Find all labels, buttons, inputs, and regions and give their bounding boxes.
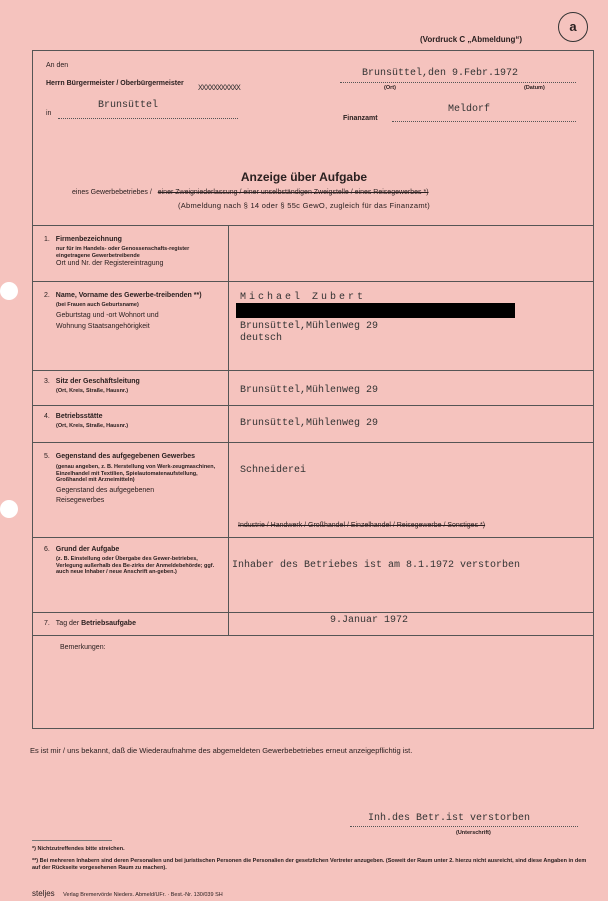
ort-label: (Ort) [384, 85, 396, 91]
form-title: Anzeige über Aufgabe [240, 170, 368, 184]
title-line2 [72, 189, 429, 196]
row-6-number: 6. [44, 546, 50, 553]
finanzamt-line [392, 121, 576, 122]
row-divider [32, 370, 593, 371]
row-2-title: Name, Vorname des Gewerbe-treibenden **) [55, 292, 202, 299]
table-column-divider [228, 225, 229, 635]
in-label: in [46, 110, 52, 117]
row-3-label [44, 378, 224, 395]
row-3-note: (Ort, Kreis, Straße, Hausnr.) [56, 388, 129, 394]
punch-hole [0, 282, 18, 300]
row-5-category-line: Industrie / Handwerk / Großhandel / Einzelhandel / Reisegewerbe / Sonstiges *) [238, 522, 486, 529]
row-5-value: Schneiderei [240, 465, 307, 476]
row-7-label [44, 620, 136, 628]
row-2-nationality-value: deutsch [240, 333, 283, 344]
place-date-line [340, 82, 576, 83]
row-2-number: 2. [44, 292, 50, 299]
signature-label: (Unterschrift) [456, 830, 491, 836]
row-1-subtitle: Ort und Nr. der Registereintragung [56, 260, 164, 267]
row-1-number: 1. [44, 236, 50, 243]
finanzamt-value: Meldorf [448, 104, 491, 115]
row-2-label [44, 292, 224, 332]
signature-value: Inh.des Betr.ist verstorben [368, 813, 531, 824]
punch-hole [0, 500, 18, 518]
statement-text: Es ist mir / uns bekannt, daß die Wiederaufnahme des abgemeldeten Gewerbebetriebes erneut anzeigepflichtig ist. [30, 746, 413, 755]
form-letter-badge: a [558, 12, 588, 42]
title-line2-prefix: eines Gewerbebetriebes / [72, 189, 152, 196]
addressee-label: Herrn Bürgermeister / Oberbürgermeister [46, 80, 184, 87]
row-1-note: nur für im Handels- oder Genossenschafts-register eingetragene Gewerbetreibende [56, 246, 190, 259]
row-7-prefix: Tag der [55, 620, 80, 627]
printer-details: Verlag Bremervörde Nieders. Abmeld/UFr. · Best.-Nr. 130/039 SH [63, 892, 223, 898]
an-den-label: An den [46, 62, 69, 69]
row-7-title: Betriebsaufgabe [81, 620, 136, 627]
row-divider [32, 635, 593, 636]
place-date-value: Brunsüttel,den 9.Febr.1972 [362, 68, 519, 79]
row-5-label [44, 453, 224, 506]
bemerkungen-label: Bemerkungen: [60, 644, 106, 651]
footnote-rule [32, 840, 112, 841]
row-4-number: 4. [44, 413, 50, 420]
form-variant-label: (Vordruck C „Abmeldung“) [420, 35, 523, 44]
row-3-title: Sitz der Geschäftsleitung [55, 378, 140, 385]
row-6-note: (z. B. Einstellung oder Übergabe des Gewer-betriebes, Verlegung außerhalb des Be-zirks der Anmeldebehörde; ggf. auch neue Inhaber / neue Anschrift an-geben.) [56, 556, 215, 575]
title-line3: (Abmeldung nach § 14 oder § 55c GewO, zugleich für das Finanzamt) [177, 201, 431, 210]
printer-imprint [32, 883, 223, 901]
row-3-number: 3. [44, 378, 50, 385]
row-3-value: Brunsüttel,Mühlenweg 29 [240, 385, 379, 396]
row-6-value: Inhaber des Betriebes ist am 8.1.1972 verstorben [232, 560, 521, 571]
row-4-title: Betriebsstätte [55, 413, 103, 420]
row-5-subtitle: Gegenstand des aufgegebenen Reisegewerbes [56, 486, 155, 504]
finanzamt-label: Finanzamt [343, 115, 378, 122]
footnote-1: *) Nichtzutreffendes bitte streichen. [32, 846, 125, 852]
title-line2-struck: einer Zweigniederlassung / einer unselbständigen Zweigstelle / eines Reisegewerbes *) [157, 189, 429, 196]
row-1-label [44, 236, 224, 268]
redaction-bar [236, 303, 515, 318]
row-2-address-value: Brunsüttel,Mühlenweg 29 [240, 321, 379, 332]
row-4-value: Brunsüttel,Mühlenweg 29 [240, 418, 379, 429]
row-5-note: (genau angeben, z. B. Herstellung von Werk-zeugmaschinen, Einzelhandel mit Textilien, Spielautomatenaufstellung, Großhandel mit Arzneimitteln) [56, 464, 216, 483]
datum-label: (Datum) [524, 85, 545, 91]
row-divider [32, 612, 593, 613]
footnote-2: **) Bei mehreren Inhabern sind deren Personalien und bei juristischen Personen die Personalien der gesetzlichen Vertreter anzugeben. (Soweit der Raum unter 2. hierzu nicht ausreicht, sind diese Angaben in dem auf der Rückseite vorgesehenen Raum zu machen). [32, 858, 587, 871]
row-1-title: Firmenbezeichnung [55, 236, 122, 243]
row-divider [32, 442, 593, 443]
row-divider [32, 405, 593, 406]
row-divider [32, 281, 593, 282]
signature-line [350, 826, 578, 827]
addressee-overtype: XXXXXXXXXXX [198, 84, 240, 93]
row-2-subtitle: Geburtstag und -ort Wohnort und Wohnung Staatsangehörigkeit [56, 311, 159, 330]
row-4-label [44, 413, 224, 430]
row-5-number: 5. [44, 453, 50, 460]
row-6-title: Grund der Aufgabe [55, 546, 120, 553]
row-7-value: 9.Januar 1972 [330, 615, 409, 626]
row-7-number: 7. [44, 620, 50, 627]
row-6-label [44, 546, 224, 576]
in-field-value: Brunsüttel [98, 100, 159, 111]
row-2-note: (bei Frauen auch Geburtsname) [56, 302, 139, 308]
table-top-border [32, 225, 593, 226]
row-2-name-value: Michael Zubert [240, 292, 367, 303]
in-field-line [58, 118, 238, 119]
row-5-title: Gegenstand des aufgegebenen Gewerbes [55, 453, 196, 460]
row-4-note: (Ort, Kreis, Straße, Hausnr.) [56, 423, 129, 429]
row-divider [32, 537, 593, 538]
printer-name: steljes [32, 889, 55, 898]
